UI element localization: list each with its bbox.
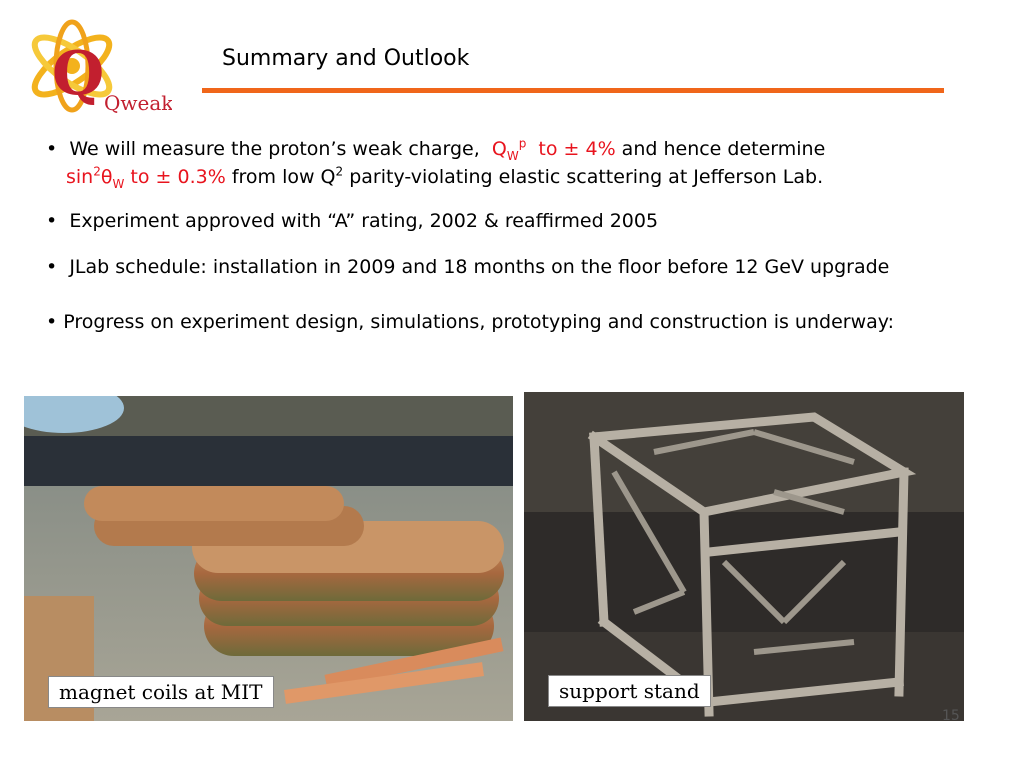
support-stand-image xyxy=(524,392,964,721)
magnet-coils-image xyxy=(24,396,513,721)
qweak-logo-graphic xyxy=(22,18,172,123)
bullet-3 xyxy=(46,256,889,278)
bullet-1-text-c: and hence determine xyxy=(621,138,826,160)
title-underline xyxy=(202,88,944,93)
bullet-1-text-low-q: from low $Q^2$ xyxy=(231,164,344,188)
bullet-4 xyxy=(46,311,894,333)
bullet-1-line-1 xyxy=(46,136,826,163)
bullet-1-mixing-precision: to ± 0.3% xyxy=(130,166,226,188)
support-stand-caption: support stand xyxy=(548,675,711,707)
bullet-1-precision: to ± 4% xyxy=(538,138,616,160)
bullet-marker: • xyxy=(46,256,58,278)
bullet-2 xyxy=(46,210,658,232)
bullet-1-text-d: parity-violating elastic scattering at Jefferson Lab. xyxy=(349,166,824,188)
bullet-3-text: JLab schedule: installation in 2009 and 18 months on the floor before 12 GeV upgrade xyxy=(69,256,890,278)
bullet-marker: • xyxy=(46,210,58,232)
bullet-marker: • xyxy=(46,138,58,160)
qweak-logo xyxy=(22,18,172,123)
magnet-coils-photo xyxy=(24,396,513,721)
magnet-coils-caption: magnet coils at MIT xyxy=(48,676,274,708)
support-stand-photo xyxy=(524,392,964,721)
weak-mixing-angle: $\sin^2\theta_W$ xyxy=(66,164,125,191)
bullet-marker: • xyxy=(46,311,58,333)
logo-wordmark: Qweak xyxy=(104,91,172,115)
page-number: 15 xyxy=(942,708,960,724)
bullet-1-line-2 xyxy=(66,164,824,191)
bullet-2-text: Experiment approved with “A” rating, 2002 & reaffirmed 2005 xyxy=(69,210,659,232)
bullet-4-text: Progress on experiment design, simulations, prototyping and construction is underway: xyxy=(63,311,895,333)
svg-text:Q: Q xyxy=(52,39,105,109)
bullet-1-text-a: We will measure the proton’s weak charge, xyxy=(69,138,480,160)
weak-charge-symbol: $Q_W^p$ xyxy=(491,136,527,163)
slide-title: Summary and Outlook xyxy=(222,46,470,71)
